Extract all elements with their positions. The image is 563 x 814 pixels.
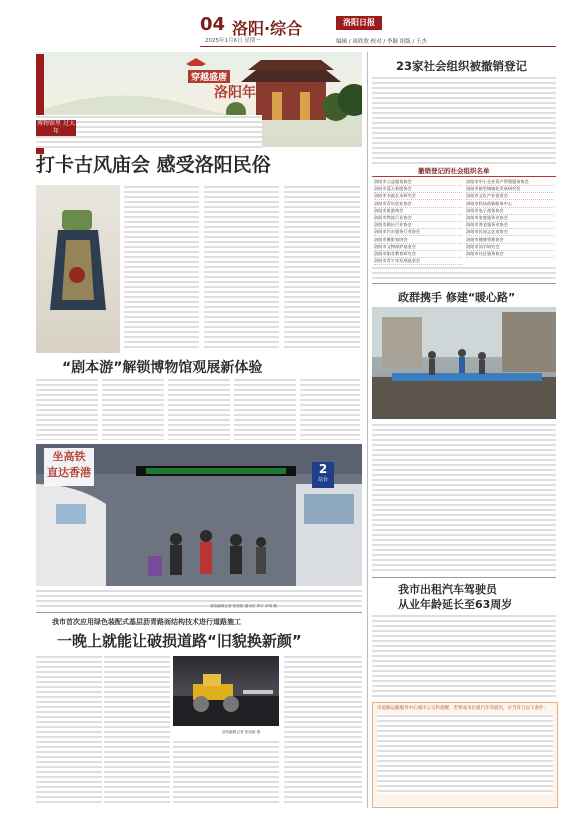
org-list-item: 洛阳市新型城镇化发展研究会 bbox=[466, 185, 554, 193]
org-list-item: 洛阳市养老服务业协会 bbox=[466, 221, 554, 229]
notice-box bbox=[372, 702, 558, 808]
org-list-item: 洛阳市科技创新服务中心 bbox=[466, 200, 554, 208]
road-photo bbox=[173, 656, 279, 726]
right-top-headline: 23家社会组织被撤销登记 bbox=[396, 59, 528, 73]
railway-badge-line2: 直达香港 bbox=[47, 466, 91, 479]
road-body-4 bbox=[284, 655, 362, 805]
robe-icon bbox=[36, 185, 120, 353]
road-roller-icon bbox=[173, 656, 279, 726]
staff-credits: 编辑 / 周欣欣 校对 / 李颖 组版 / 王杰 bbox=[336, 39, 428, 45]
sub-body-3 bbox=[168, 378, 230, 440]
platform-label: 站台 bbox=[317, 477, 328, 483]
section-title: 洛阳·综合 bbox=[232, 19, 303, 38]
org-list-item bbox=[466, 257, 554, 258]
sub-body-1 bbox=[36, 378, 98, 440]
org-list-item: 洛阳市家庭服务业协会 bbox=[466, 214, 554, 222]
middle-headline: 政群携手 修建“暖心路” bbox=[398, 291, 516, 304]
org-list-item: 洛阳市文物保护基金会 bbox=[374, 243, 462, 251]
bottom-body bbox=[372, 614, 556, 700]
sub-body-5 bbox=[300, 378, 360, 440]
sub-body-2 bbox=[102, 378, 164, 440]
road-body-2 bbox=[104, 655, 170, 805]
platform-number: 2 bbox=[318, 462, 328, 476]
feature-headline: 打卡古风庙会 感受洛阳民俗 bbox=[36, 154, 271, 176]
feature-badge: 博物馆里 过大年 bbox=[37, 120, 75, 135]
road-body-3 bbox=[173, 740, 279, 805]
bottom-headline-2: 从业年龄延长至63周岁 bbox=[398, 598, 513, 611]
road-top-rule bbox=[36, 612, 362, 613]
right-rule-1 bbox=[372, 283, 556, 284]
feature-body-2 bbox=[204, 185, 279, 350]
newspaper-logo: 洛阳日报 bbox=[336, 16, 382, 30]
org-list-title: 撤销登记的社会组织名单 bbox=[418, 167, 490, 175]
feature-subheadline: “剧本游”解锁博物馆观展新体验 bbox=[62, 360, 263, 376]
column-divider bbox=[367, 52, 368, 808]
road-photo-author: 洛阳融媒记者 张怡熙 摄 bbox=[222, 730, 261, 734]
notice-items bbox=[377, 714, 553, 794]
org-list-item: 洛阳市电子商务协会 bbox=[466, 207, 554, 215]
header-rule bbox=[200, 46, 556, 47]
page-number: 04 bbox=[200, 14, 226, 35]
pipe-construction-icon bbox=[372, 307, 556, 419]
road-headline: 一晚上就能让破损道路“旧貌换新颜” bbox=[57, 632, 302, 650]
org-list-item: 洛阳市健康管理协会 bbox=[466, 236, 554, 244]
railway-photo bbox=[36, 444, 362, 586]
org-list-item: 洛阳市物流行业协会 bbox=[374, 214, 462, 222]
banner-big: 洛阳年 bbox=[214, 85, 256, 101]
platform-sign bbox=[312, 462, 334, 488]
org-list-item: 洛阳市民间文艺家协会 bbox=[466, 228, 554, 236]
org-list-item: 洛阳市婚庆行业协会 bbox=[374, 221, 462, 229]
right-rule-2 bbox=[372, 577, 556, 578]
org-list-item: 洛阳市职业教育研究会 bbox=[374, 250, 462, 258]
org-list-item: 洛阳市公益服务协会 bbox=[374, 178, 462, 186]
feature-body-1 bbox=[124, 185, 199, 350]
org-list-item: 洛阳市蓝天救援协会 bbox=[374, 185, 462, 193]
org-list-item: 洛阳市社区服务协会 bbox=[466, 250, 554, 258]
org-list-item: 洛阳市文化产业促进会 bbox=[466, 192, 554, 200]
right-top-foot bbox=[372, 266, 556, 280]
issue-date: 2025年1月6日 星期一 bbox=[205, 38, 261, 44]
org-list-item: 洛阳市中小企业资产管理服务协会 bbox=[466, 178, 554, 186]
org-list-item: 洛阳市青少年发展基金会 bbox=[374, 257, 462, 265]
org-list-item: 洛阳市旅游商会 bbox=[374, 207, 462, 215]
org-list-item: 洛阳市书画艺术研究会 bbox=[374, 192, 462, 200]
org-list-item: 洛阳市摄影家协会 bbox=[374, 236, 462, 244]
bottom-headline-1: 我市出租汽车驾驶员 bbox=[398, 583, 497, 596]
road-kicker: 我市首次应用绿色装配式基层沥青路面结构技术进行道路施工 bbox=[52, 618, 241, 626]
notice-text: 市道路运输服务中心城市公交科提醒，若要成为出租汽车驾驶员，应当符合以下条件： bbox=[377, 706, 548, 711]
right-top-body bbox=[372, 76, 556, 164]
railway-caption-source: 洛阳融媒记者 张怡熙 通讯员 李宇 李靖 摄 bbox=[210, 604, 277, 608]
org-list-item: 洛阳市国学研究会 bbox=[466, 243, 554, 251]
road-body-1 bbox=[36, 655, 102, 805]
heating-photo bbox=[372, 307, 556, 419]
feature-body-3 bbox=[284, 185, 360, 350]
org-list-item: 洛阳市汽车服务行业协会 bbox=[374, 228, 462, 236]
artifact-photo bbox=[36, 185, 120, 353]
railway-badge-line1: 坐高铁 bbox=[52, 450, 86, 463]
org-list-item: 洛阳市青年创业协会 bbox=[374, 200, 462, 208]
sub-body-4 bbox=[234, 378, 296, 440]
middle-body bbox=[372, 423, 556, 573]
org-list bbox=[372, 176, 556, 265]
banner-small: 穿越盛唐 bbox=[188, 70, 230, 83]
railway-badge bbox=[44, 448, 94, 486]
